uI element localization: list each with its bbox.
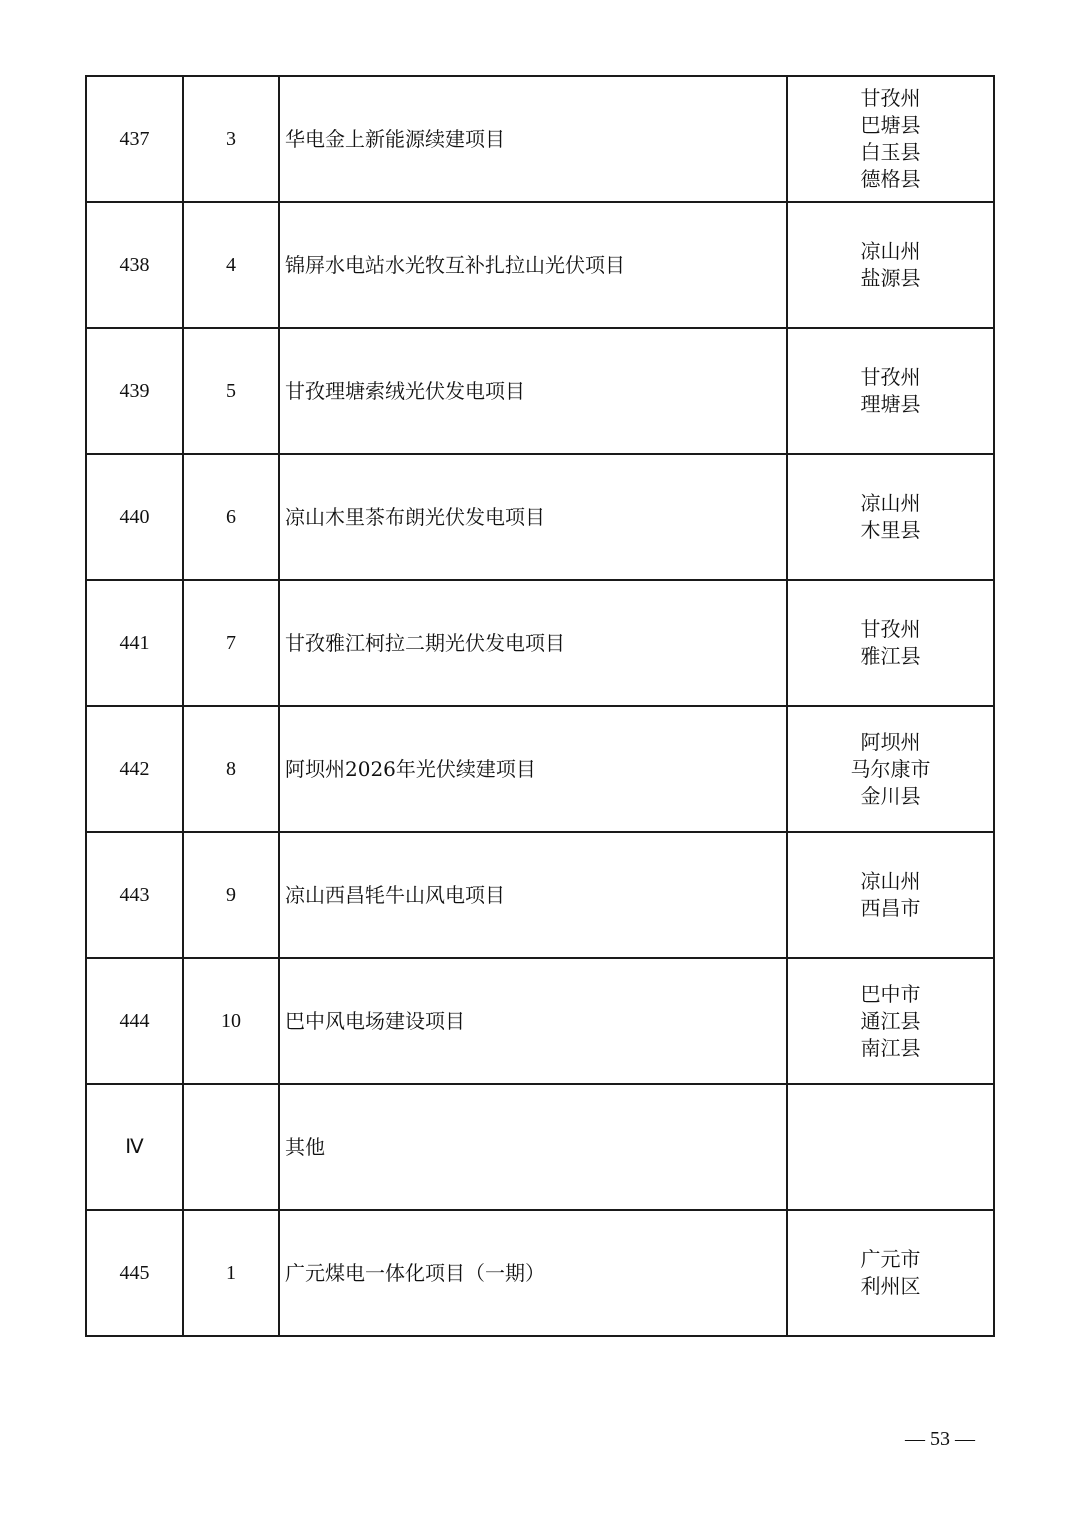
project-name-cell: 甘孜雅江柯拉二期光伏发电项目 [279,580,787,706]
project-name-cell: 广元煤电一体化项目（一期） [279,1210,787,1336]
project-name-cell: 锦屏水电站水光牧互补扎拉山光伏项目 [279,202,787,328]
project-table [85,75,995,1337]
row-number-cell: 440 [86,454,183,580]
location-line: 盐源县 [860,266,921,290]
row-number-cell: 441 [86,580,183,706]
location-line: 西昌市 [860,896,921,920]
sub-number-cell: 5 [183,328,279,454]
location-cell [787,454,994,580]
project-name-cell: 巴中风电场建设项目 [279,958,787,1084]
row-number-cell: 444 [86,958,183,1084]
row-number-cell: 445 [86,1210,183,1336]
location-cell [787,1210,994,1336]
table-row [86,1084,994,1210]
project-name-cell: 凉山西昌牦牛山风电项目 [279,832,787,958]
project-name-cell: 甘孜理塘索绒光伏发电项目 [279,328,787,454]
location-cell [787,1084,994,1210]
table-row [86,76,994,202]
project-name-cell: 凉山木里茶布朗光伏发电项目 [279,454,787,580]
sub-number-cell: 3 [183,76,279,202]
row-number-cell: 442 [86,706,183,832]
sub-number-cell: 8 [183,706,279,832]
location-line: 巴中市 [860,981,921,1006]
table-row [86,1210,994,1336]
location-line: 南江县 [860,1035,921,1060]
table-row [86,202,994,328]
location-line: 利州区 [860,1274,921,1298]
location-line: 木里县 [860,518,921,542]
location-line: 通江县 [860,1008,921,1033]
location-cell [787,202,994,328]
location-line: 凉山州 [860,869,921,893]
location-cell [787,832,994,958]
location-cell [787,76,994,202]
row-number-cell: 438 [86,202,183,328]
location-line: 巴塘县 [860,113,921,137]
location-cell [787,328,994,454]
location-line: 德格县 [860,167,921,191]
location-cell [787,706,994,832]
row-number-cell: 439 [86,328,183,454]
sub-number-cell: 7 [183,580,279,706]
location-cell [787,580,994,706]
table-body [86,76,994,1336]
page-number: — 53 — [905,1428,975,1450]
location-line: 凉山州 [860,491,921,515]
sub-number-cell [183,1084,279,1210]
location-line: 甘孜州 [860,86,921,110]
location-line: 雅江县 [860,644,921,668]
table-row [86,832,994,958]
table-row [86,454,994,580]
location-line: 阿坝州 [860,729,921,754]
table-row [86,328,994,454]
sub-number-cell: 1 [183,1210,279,1336]
location-line: 理塘县 [860,392,921,416]
sub-number-cell: 10 [183,958,279,1084]
location-line: 甘孜州 [860,365,921,389]
location-cell [787,958,994,1084]
sub-number-cell: 9 [183,832,279,958]
project-name-cell: 华电金上新能源续建项目 [279,76,787,202]
row-number-cell: 437 [86,76,183,202]
location-line: 广元市 [860,1247,921,1271]
location-line: 凉山州 [860,239,921,263]
table-row [86,706,994,832]
sub-number-cell: 6 [183,454,279,580]
table-row [86,958,994,1084]
location-line: 甘孜州 [860,617,921,641]
location-line: 马尔康市 [850,756,931,781]
project-name-cell: 其他 [279,1084,787,1210]
row-number-cell: Ⅳ [86,1084,183,1210]
table-row [86,580,994,706]
row-number-cell: 443 [86,832,183,958]
project-name-cell: 阿坝州2026年光伏续建项目 [279,706,787,832]
location-line: 金川县 [860,783,921,808]
location-line: 白玉县 [860,140,921,164]
sub-number-cell: 4 [183,202,279,328]
